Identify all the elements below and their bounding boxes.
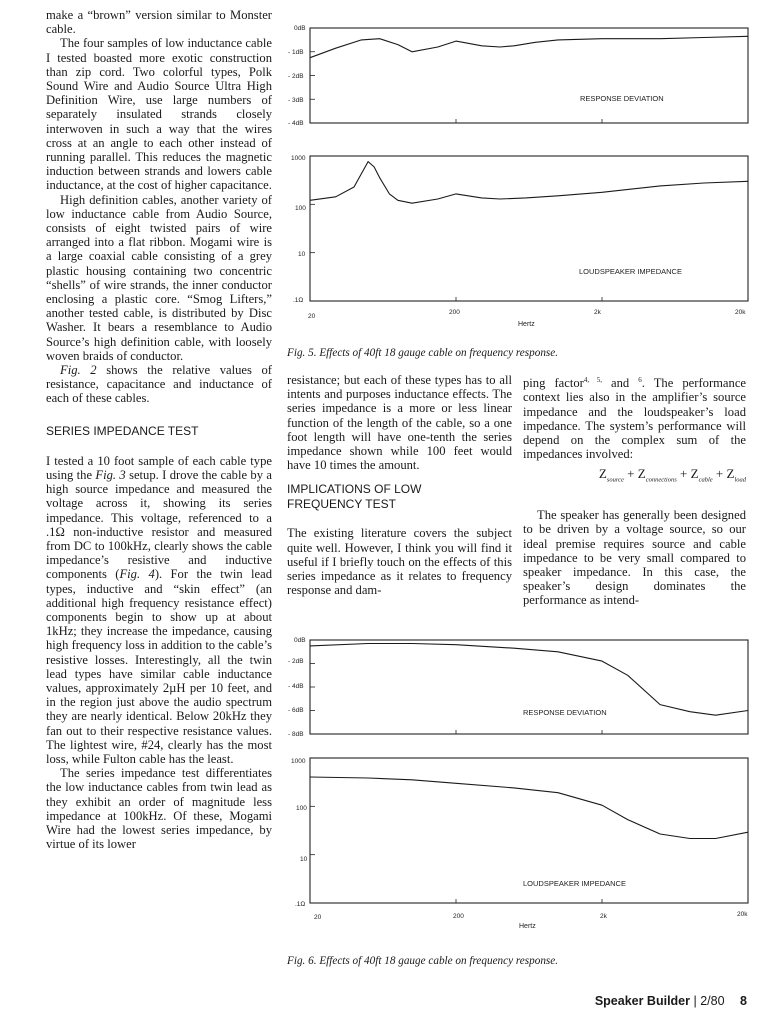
fig5-deviation-label: RESPONSE DEVIATION [580,94,664,103]
paragraph: resistance; but each of these types has to all intents and purposes inductance effects. The series impedance is a more or less linear function of the length of the cable, so a one foot length will have one-tenth the series impedance shown while 100 feet would have 10 times the amount. [287,373,512,473]
fig6-db-tick: 0dB [294,637,306,644]
paragraph: The series impedance test differentiates the low inductance cables from twin lead as they exhibit an order of magnitude less impedance at 100kHz. Of these, Mogami Wire had the lowest series impedance, by virtue of its lower [46,766,272,852]
impedance-equation: $Z_{source} + Z_{connections} + Z_{cable} + Z_{load}$ [598,466,746,484]
fig5-deviation-line [310,36,748,57]
fig5-deviation-frame [310,28,748,123]
fig5-db-tick: - 3dB [288,97,304,104]
page-footer [595,994,747,1008]
paragraph: The four samples of low inductance cable I tested boasted more exotic construction than zip cord. Two colorful types, Polk Sound Wire and Audio Source Ultra High Definition Wire, use large numbers of separately insulated strands closely interwoven in such a way that the wires cross at an angle to each other instead of running parallel. This reduces the magnetic induction between strands and lowers cable inductance, at the cost of higher capacitance. [46,36,272,193]
fig5-ohm-tick: 10 [298,251,306,258]
section-heading: IMPLICATIONS OF LOW FREQUENCY TEST [287,482,422,512]
paragraph: make a “brown” version similar to Monster cable. [46,8,272,37]
fig6-impedance-label: LOUDSPEAKER IMPEDANCE [523,879,626,888]
fig6-freq-tick: 20 [314,914,322,921]
fig5-db-tick: - 1dB [288,49,304,56]
issue-number: 2/80 [700,994,725,1008]
paragraph: The existing literature covers the subject quite well. However, I think you will find it useful if I briefly touch on the effects of this series impedance as it relates to frequency response and dam- [287,526,512,598]
fig6-ohm-tick: 1000 [291,758,306,765]
fig5-freq-tick: 2k [594,309,601,316]
fig6-ohm-tick: .1Ω [295,901,306,908]
fig6-impedance-line [310,777,748,839]
fig6-db-tick: - 2dB [288,658,304,665]
fig6-freq-tick: 2k [600,913,607,920]
paragraph: I tested a 10 foot sample of each cable type using the Fig. 3 setup. I drove the cable by a high source impedance and measured the voltage across it, showing its series impedance. This voltage, referenced to a .1Ω non-inductive resistor and measured from DC to 100kHz, clearly shows the cable impedance’s resistive and inductive components (Fig. 4). For the twin lead types, inductive and “skin effect” (an additional high frequency resistance effect) components begin to show up at about 1kHz; they increase the impedance, causing high frequency loss in addition to the cable’s resistive losses. Interestingly, all the twin lead types have similar cable inductance values, approximately 2µH per 10 feet, and in the region just above the audio spectrum they are nearly identical. Below 20kHz they fan out to their respective resistance values. The lightest wire, #24, clearly has the most loss, while Fulton cable has the least. [46,453,273,766]
fig5-db-tick: - 2dB [288,73,304,80]
footer-separator: | [693,994,697,1008]
page-number: 8 [740,994,747,1008]
fig6-deviation-line [310,644,748,716]
fig5-freq-tick: 200 [449,309,460,316]
right-column [523,373,746,608]
fig6-deviation-label: RESPONSE DEVIATION [523,708,607,717]
fig5-impedance-frame [310,156,748,301]
fig5-x-label: Hertz [518,321,535,328]
fig5-impedance-line [310,162,748,204]
fig5-db-tick: - 4dB [288,120,304,127]
fig6-chart [286,630,761,938]
fig5-ohm-tick: .1Ω [293,297,304,304]
fig5-impedance-label: LOUDSPEAKER IMPEDANCE [579,267,682,276]
paragraph: The speaker has generally been designed to be driven by a voltage source, so our ideal premise requires source and cable impedance to be very small compared to speaker impedance. In this case, the speaker’s design dominates the performance as intend- [523,508,746,608]
fig6-db-tick: - 4dB [288,683,304,690]
fig6-caption: Fig. 6. Effects of 40ft 18 gauge cable on frequency response. [287,955,559,967]
fig5-db-tick: 0dB [294,25,306,32]
paragraph: High definition cables, another variety of low inductance cable from Audio Source, consists of eight twisted pairs of wire arranged into a flat ribbon. Mogami wire is a large coaxial cable consisting of a grey plastic housing containing two concentric “shells” of wire strands, the inner conductor enclosing a plastic core. “Smog Lifters,” another tested cable, is distributed by Disc Washer. It bears a resemblance to Audio Source’s high definition cable, with loosely woven braids of conductor. [46,192,272,363]
fig5-caption: Fig. 5. Effects of 40ft 18 gauge cable on frequency response. [287,347,559,359]
magazine-name: Speaker Builder [594,994,690,1008]
fig6-ohm-tick: 10 [300,856,308,863]
paragraph: Fig. 2 shows the relative values of resistance, capacitance and inductance of each of these cables. [46,363,272,406]
fig5-chart [286,10,761,340]
fig6-deviation-frame [310,640,748,734]
figure-ref: Fig. 4 [119,567,155,582]
fig6-x-label: Hertz [519,923,536,930]
fig5-ohm-tick: 100 [295,205,306,212]
fig5-freq-tick: 20 [308,313,316,320]
fig5-freq-tick: 20k [735,309,746,316]
fig6-db-tick: - 6dB [288,707,304,714]
paragraph: ping factor$^{4, 5,}$ and $^6$. The performance context lies also in the amplifier’s source impedance and the loudspeaker’s load impedance. The system’s performance will depend on the complex sum of the impedances involved: [523,376,746,462]
fig6-freq-tick: 20k [737,911,748,918]
fig5-ohm-tick: 1000 [291,155,306,162]
section-heading: SERIES IMPEDANCE TEST [46,423,199,438]
fig6-ohm-tick: 100 [296,805,307,812]
fig6-freq-tick: 200 [453,913,464,920]
figure-ref: Fig. 2 [60,363,97,378]
figure-ref: Fig. 3 [95,467,126,482]
fig6-db-tick: - 8dB [288,731,304,738]
middle-column [287,373,512,597]
left-column [46,8,272,851]
